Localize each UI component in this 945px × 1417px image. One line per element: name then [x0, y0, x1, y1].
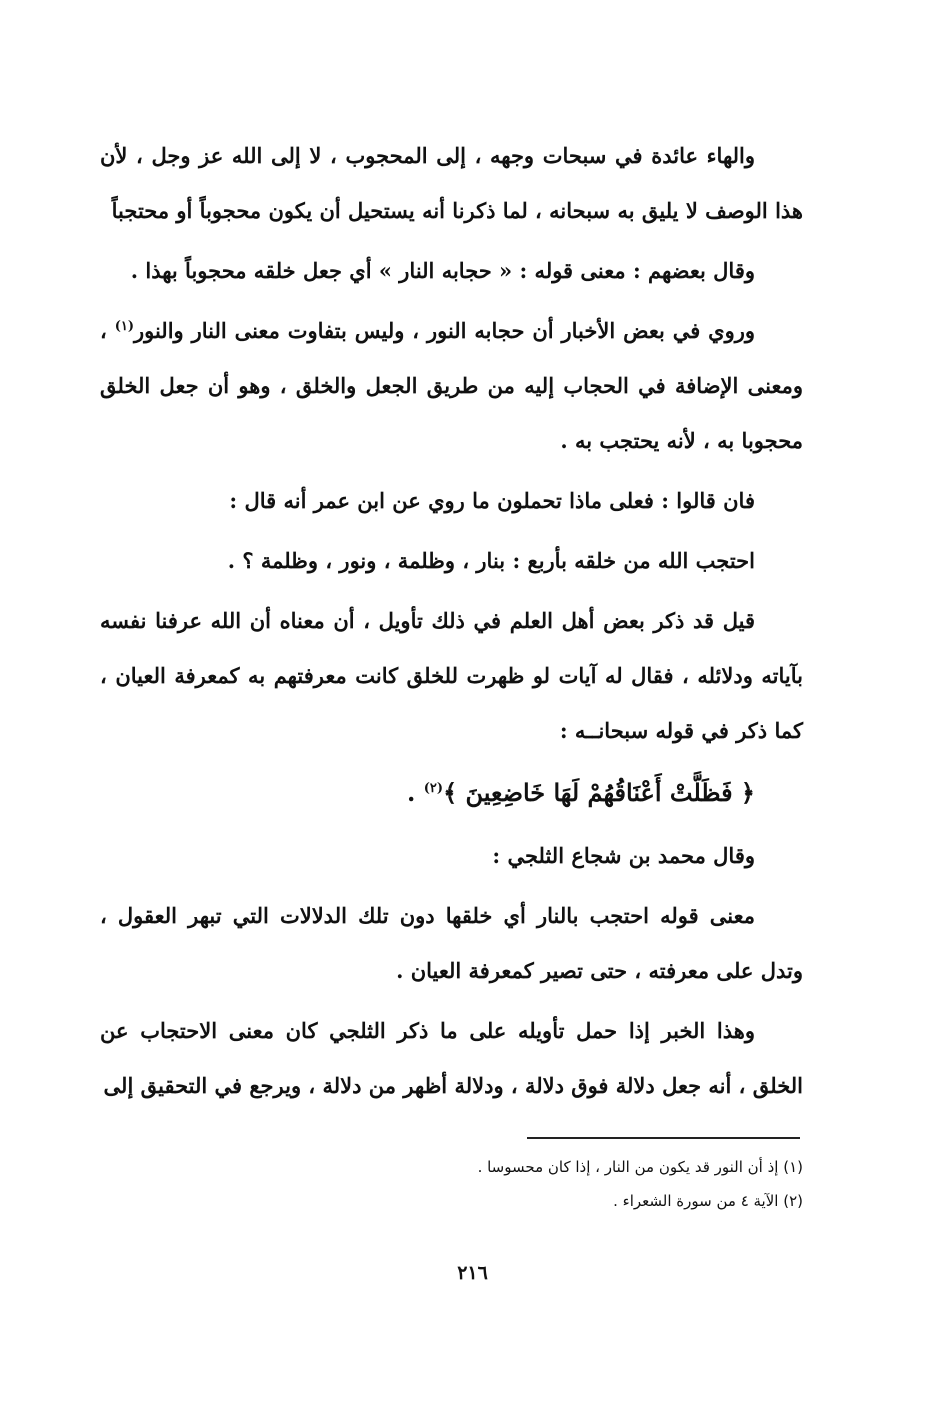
paragraph-7: وقال محمد بن شجاع الثلجي : — [492, 843, 755, 868]
quran-verse-text: ﴿ فَظَلَّتْ أَعْنَاقُهُمْ لَهَا خَاضِعِينَ ﴾ — [443, 778, 755, 807]
paragraph-9: وهذا الخبر إذا حمل تأويله على ما ذكر الثلجي كان معنى الاحتجاب عن الخلق ، أنه جعل دلالة فوق دلالة ، ودلالة أظهر من دلالة ، ويرجع في التحقيق إلى — [100, 1018, 803, 1098]
paragraph-4: فان قالوا : فعلى ماذا تحملون ما روي عن ابن عمر أنه قال : — [229, 488, 755, 513]
paragraph-3-part-1: وروي في بعض الأخبار أن حجابه النور ، وليس بتفاوت معنى النار والنور — [133, 318, 755, 343]
paragraph-3-part-2: ، ومعنى الإضافة في الحجاب إليه من طريق الجعل والخلق ، وهو أن جعل الخلق محجوبا به ، لأنه يحتجب به . — [100, 318, 803, 453]
paragraph-8: معنى قوله احتجب بالنار أي خلقها دون تلك الدلالات التي تبهر العقول ، وتدل على معرفته ، حتى تصير كمعرفة العيان . — [100, 903, 803, 983]
page-number: ٢١٦ — [457, 1262, 488, 1284]
footnote-ref-1: (١) — [114, 319, 134, 334]
footnote-divider — [527, 1137, 800, 1139]
footnote-1: (١) إذ أن النور قد يكون من النار ، إذا كان محسوسا . — [477, 1158, 803, 1176]
paragraph-1: والهاء عائدة في سبحات وجهه ، إلى المحجوب ، لا إلى الله عز وجل ، لأن هذا الوصف لا يليق به سبحانه ، لما ذكرنا أنه يستحيل أن يكون محجوباً أو محتجباً — [100, 143, 803, 223]
quran-verse-end: . — [407, 778, 424, 807]
paragraph-6: قيل قد ذكر بعض أهل العلم في ذلك تأويل ، أن معناه أن الله عرفنا نفسه بآياته ودلائله ، فقال له آيات لو ظهرت للخلق كانت معرفتهم به كمعرفة العيان ، كما ذكر في قوله سبحانــه : — [100, 608, 803, 743]
footnotes — [100, 1150, 803, 1218]
footnote-ref-2: (٢) — [423, 781, 444, 796]
footnote-2: (٢) الآية ٤ من سورة الشعراء . — [613, 1192, 803, 1210]
paragraph-3 — [100, 303, 803, 468]
paragraph-2: وقال بعضهم : معنى قوله : « حجابه النار » أي جعل خلقه محجوباً بهذا . — [130, 258, 755, 283]
page-body — [100, 128, 803, 1118]
paragraph-5: احتجب الله من خلقه بأربع : بنار ، وظلمة ، ونور ، وظلمة ؟ . — [227, 548, 755, 573]
quran-verse — [100, 763, 803, 823]
